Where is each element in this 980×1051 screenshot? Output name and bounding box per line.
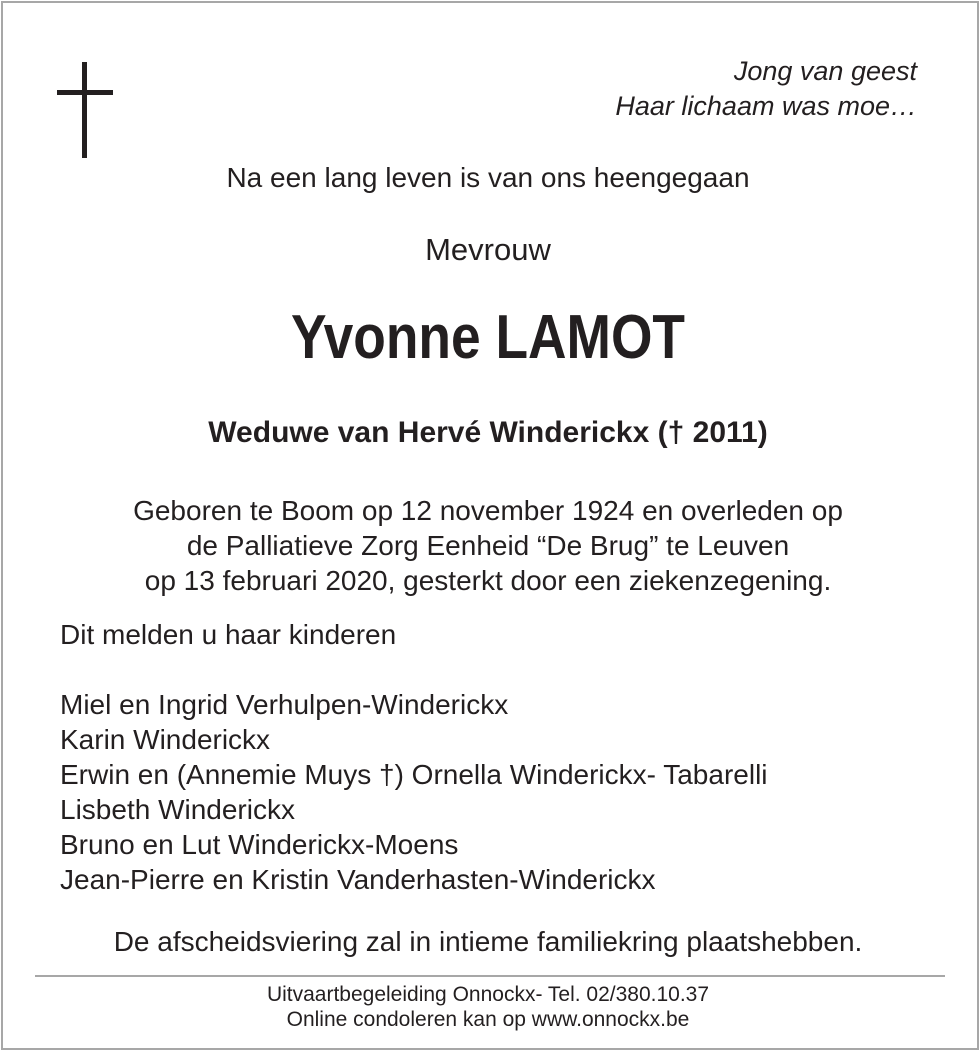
- poem-line-1: Jong van geest: [733, 56, 917, 86]
- child-entry: Miel en Ingrid Verhulpen-Winderickx: [60, 689, 509, 720]
- poem-quote: [615, 54, 917, 124]
- birth-line-3: op 13 februari 2020, gesterkt door een ziekenzegening.: [144, 565, 832, 596]
- child-entry: Karin Winderickx: [60, 724, 271, 755]
- footer-website: Online condoleren kan op www.onnockx.be: [286, 1008, 690, 1031]
- footer: [0, 982, 976, 1032]
- footer-contact: Uitvaartbegeleiding Onnockx- Tel. 02/380.10.37: [266, 983, 710, 1006]
- widow-line: Weduwe van Hervé Winderickx († 2011): [208, 416, 768, 449]
- cross-horizontal-bar: [57, 90, 113, 95]
- birth-line-1: Geboren te Boom op 12 november 1924 en overleden op: [133, 495, 843, 526]
- salutation: Mevrouw: [425, 232, 551, 267]
- children-list: [60, 687, 768, 897]
- poem-line-2: Haar lichaam was moe…: [615, 91, 917, 121]
- birth-line-2: de Palliatieve Zorg Eenheid “De Brug” te Leuven: [186, 530, 790, 561]
- announcement-line: Dit melden u haar kinderen: [60, 619, 397, 650]
- child-entry: Lisbeth Winderickx: [60, 794, 295, 825]
- deceased-name: Yvonne LAMOT: [290, 303, 685, 372]
- closing-text: De afscheidsviering zal in intieme familiekring plaatshebben.: [113, 926, 863, 957]
- child-entry: Jean-Pierre en Kristin Vanderhasten-Winderickx: [60, 864, 656, 895]
- child-entry: Bruno en Lut Winderickx-Moens: [60, 829, 459, 860]
- child-entry: Erwin en (Annemie Muys †) Ornella Winderickx- Tabarelli: [60, 759, 768, 790]
- birth-death-details: [0, 493, 976, 598]
- intro-text: Na een lang leven is van ons heengegaan: [226, 162, 750, 193]
- cross-vertical-bar: [82, 62, 87, 158]
- divider: [35, 975, 945, 977]
